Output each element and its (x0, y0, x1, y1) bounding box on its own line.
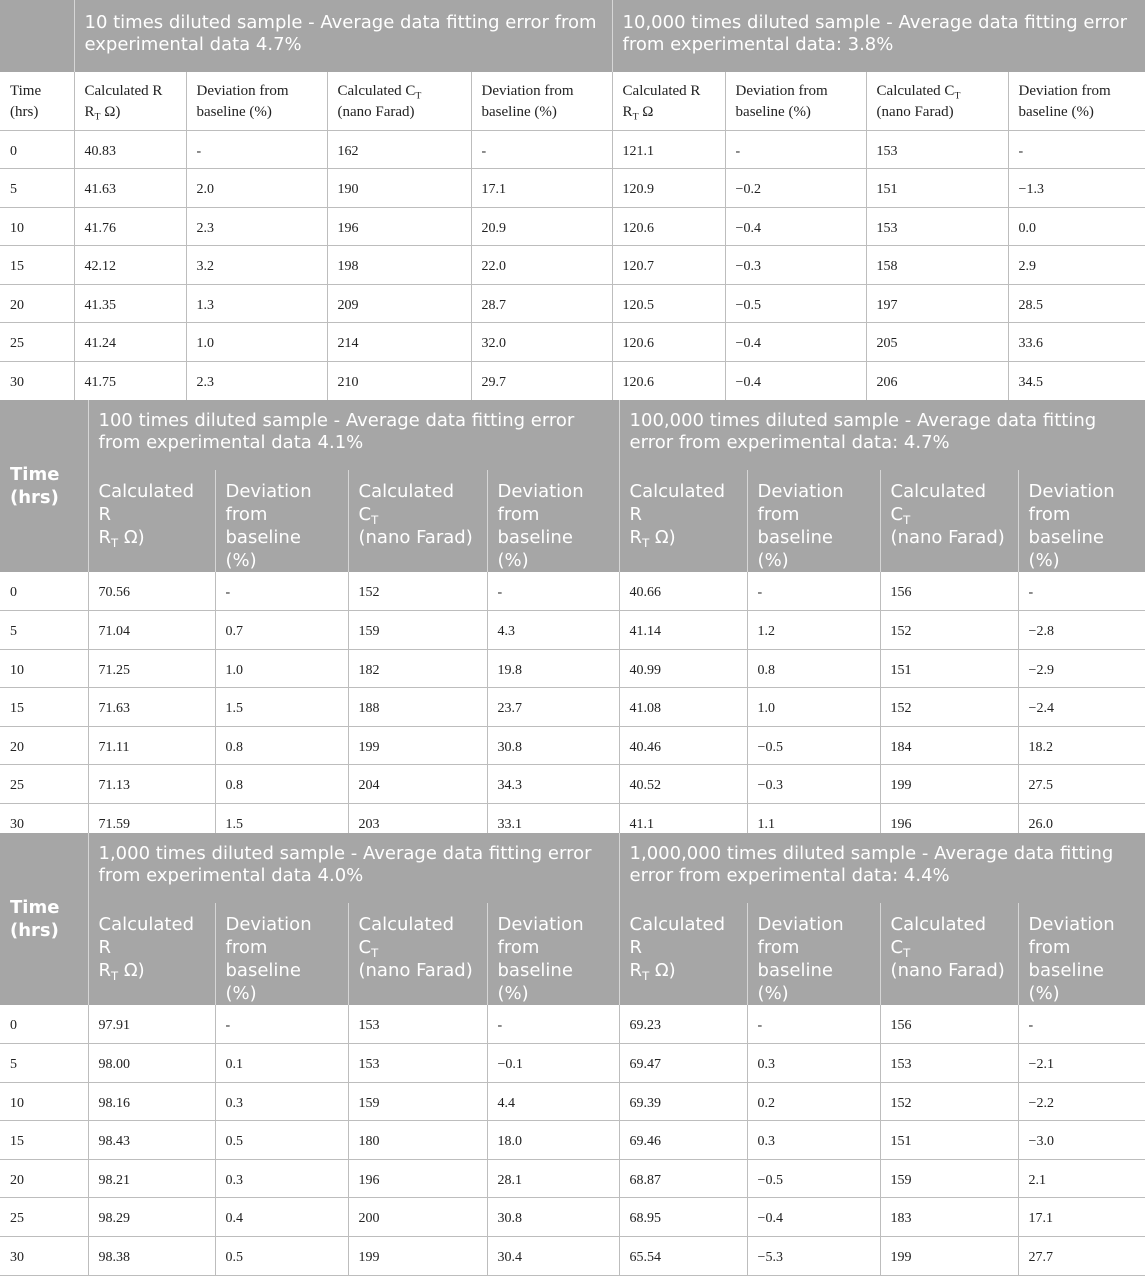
deviation-header: Deviation from baseline (%) (487, 470, 619, 572)
deviation-header: Deviation from baseline (%) (1018, 903, 1145, 1005)
deviation-header: Deviation from baseline (%) (747, 903, 880, 1005)
time-header: Time (hrs) (0, 400, 88, 572)
deviation-r-cell: 0.7 (215, 611, 348, 650)
calc-c-cell: 199 (880, 1237, 1018, 1276)
calc-c-cell: 153 (880, 1044, 1018, 1083)
calc-r-cell: 65.54 (619, 1237, 747, 1276)
time-cell: 15 (0, 1121, 88, 1160)
calc-c-cell: 156 (880, 1005, 1018, 1044)
calc-c-cell: 151 (880, 1121, 1018, 1160)
table-row (0, 284, 1145, 323)
deviation-r-cell: 0.3 (215, 1159, 348, 1198)
time-header: Time (hrs) (0, 72, 74, 130)
calc-r-cell: 98.21 (88, 1159, 215, 1198)
deviation-c-cell: 2.1 (1018, 1159, 1145, 1198)
table-row (0, 1198, 1145, 1237)
block2-right-title: 100,000 times diluted sample - Average data fitting error from experimental data: 4.7% (619, 400, 1145, 470)
deviation-c-cell: 27.5 (1018, 765, 1145, 804)
calc-c-cell: 159 (348, 611, 487, 650)
deviation-r-cell: - (215, 572, 348, 611)
calc-r-cell: 71.11 (88, 726, 215, 765)
deviation-c-cell: 17.1 (471, 169, 612, 208)
calc-c-cell: 156 (880, 572, 1018, 611)
deviation-r-cell: 1.1 (747, 804, 880, 843)
deviation-r-cell: 0.1 (215, 1044, 348, 1083)
time-cell: 0 (0, 572, 88, 611)
calc-c-cell: 205 (866, 323, 1008, 362)
deviation-c-cell: 28.7 (471, 284, 612, 323)
calc-r-cell: 40.66 (619, 572, 747, 611)
calc-c-header: Calculated $C_T$ (nano Farad) (880, 903, 1018, 1005)
deviation-r-cell: 0.5 (215, 1237, 348, 1276)
calc-r-cell: 68.87 (619, 1159, 747, 1198)
deviation-c-cell: −2.8 (1018, 611, 1145, 650)
calc-c-cell: 199 (348, 1237, 487, 1276)
calc-r-header: Calculated R $R_T$ Ω) (619, 470, 747, 572)
deviation-c-cell: 28.1 (487, 1159, 619, 1198)
deviation-c-cell: 29.7 (471, 362, 612, 401)
deviation-r-cell: 2.3 (186, 362, 327, 401)
calc-r-cell: 71.25 (88, 649, 215, 688)
calc-c-cell: 196 (327, 207, 471, 246)
calc-c-cell: 153 (866, 130, 1008, 169)
table-row (0, 1044, 1145, 1083)
block1-right-title: 10,000 times diluted sample - Average data fitting error from experimental data: 3.8% (612, 0, 1145, 72)
deviation-r-cell: - (186, 130, 327, 169)
time-cell: 15 (0, 246, 74, 285)
deviation-r-cell: 1.5 (215, 804, 348, 843)
deviation-c-cell: - (1018, 1005, 1145, 1044)
calc-c-header: Calculated $C_T$ (nano Farad) (880, 470, 1018, 572)
calc-r-cell: 98.00 (88, 1044, 215, 1083)
deviation-r-cell: 0.3 (747, 1044, 880, 1083)
calc-r-cell: 71.59 (88, 804, 215, 843)
deviation-r-cell: 1.3 (186, 284, 327, 323)
calc-r-header: Calculated R $R_T$ Ω) (88, 903, 215, 1005)
deviation-c-cell: 30.4 (487, 1237, 619, 1276)
calc-r-cell: 120.7 (612, 246, 725, 285)
block2-rows (0, 572, 1145, 842)
table-row (0, 130, 1145, 169)
table-row (0, 1082, 1145, 1121)
deviation-header: Deviation from baseline (%) (215, 903, 348, 1005)
calc-r-cell: 41.1 (619, 804, 747, 843)
calc-c-cell: 158 (866, 246, 1008, 285)
table-row (0, 765, 1145, 804)
calc-r-cell: 98.38 (88, 1237, 215, 1276)
calc-c-cell: 199 (348, 726, 487, 765)
calc-c-cell: 151 (866, 169, 1008, 208)
deviation-header: Deviation from baseline (%) (1018, 470, 1145, 572)
calc-r-header: Calculated R $R_T$ Ω (612, 72, 725, 130)
calc-c-cell: 159 (880, 1159, 1018, 1198)
calc-r-cell: 69.46 (619, 1121, 747, 1160)
deviation-c-cell: 0.0 (1008, 207, 1145, 246)
calc-c-cell: 152 (880, 688, 1018, 727)
time-cell: 0 (0, 130, 74, 169)
calc-c-cell: 199 (880, 765, 1018, 804)
deviation-r-cell: 1.0 (186, 323, 327, 362)
calc-c-cell: 184 (880, 726, 1018, 765)
calc-c-cell: 162 (327, 130, 471, 169)
calc-r-cell: 40.52 (619, 765, 747, 804)
table-row (0, 207, 1145, 246)
calc-r-cell: 70.56 (88, 572, 215, 611)
deviation-c-cell: 23.7 (487, 688, 619, 727)
deviation-r-cell: −0.5 (725, 284, 866, 323)
calc-r-cell: 40.83 (74, 130, 186, 169)
deviation-c-cell: 32.0 (471, 323, 612, 362)
deviation-r-cell: −5.3 (747, 1237, 880, 1276)
calc-r-cell: 41.35 (74, 284, 186, 323)
deviation-header: Deviation from baseline (%) (1008, 72, 1145, 130)
deviation-c-cell: −1.3 (1008, 169, 1145, 208)
calc-c-cell: 200 (348, 1198, 487, 1237)
table-row (0, 572, 1145, 611)
calc-r-cell: 98.29 (88, 1198, 215, 1237)
calc-r-header: Calculated R $R_T$ Ω) (619, 903, 747, 1005)
calc-c-cell: 188 (348, 688, 487, 727)
table-row (0, 323, 1145, 362)
deviation-c-cell: 34.3 (487, 765, 619, 804)
deviation-c-cell: - (1008, 130, 1145, 169)
corner-cell (0, 0, 74, 72)
deviation-r-cell: −0.3 (725, 246, 866, 285)
deviation-r-cell: −0.5 (747, 726, 880, 765)
calc-c-cell: 152 (880, 1082, 1018, 1121)
deviation-r-cell: 0.2 (747, 1082, 880, 1121)
time-cell: 25 (0, 323, 74, 362)
calc-r-cell: 98.16 (88, 1082, 215, 1121)
deviation-c-cell: 33.1 (487, 804, 619, 843)
deviation-c-cell: −2.2 (1018, 1082, 1145, 1121)
calc-r-cell: 41.14 (619, 611, 747, 650)
table-row (0, 688, 1145, 727)
time-cell: 10 (0, 649, 88, 688)
deviation-header: Deviation from baseline (%) (215, 470, 348, 572)
calc-c-header: Calculated $C_T$ (nano Farad) (327, 72, 471, 130)
deviation-c-cell: 28.5 (1008, 284, 1145, 323)
calc-c-cell: 180 (348, 1121, 487, 1160)
deviation-r-cell: −0.4 (725, 362, 866, 401)
calc-r-cell: 42.12 (74, 246, 186, 285)
table-row (0, 726, 1145, 765)
deviation-c-cell: 20.9 (471, 207, 612, 246)
time-cell: 30 (0, 804, 88, 843)
calc-r-cell: 98.43 (88, 1121, 215, 1160)
calc-r-cell: 120.9 (612, 169, 725, 208)
time-cell: 20 (0, 726, 88, 765)
deviation-c-cell: 4.4 (487, 1082, 619, 1121)
deviation-c-cell: 22.0 (471, 246, 612, 285)
deviation-c-cell: 30.8 (487, 726, 619, 765)
calc-r-cell: 41.76 (74, 207, 186, 246)
calc-c-cell: 159 (348, 1082, 487, 1121)
calc-c-cell: 152 (348, 572, 487, 611)
block1-rows (0, 130, 1145, 400)
deviation-r-cell: −0.4 (725, 323, 866, 362)
deviation-r-cell: 0.8 (747, 649, 880, 688)
time-cell: 30 (0, 362, 74, 401)
deviation-r-cell: 0.8 (215, 726, 348, 765)
block3-left-title: 1,000 times diluted sample - Average data fitting error from experimental data 4.0% (88, 833, 619, 903)
time-cell: 0 (0, 1005, 88, 1044)
calc-r-cell: 41.24 (74, 323, 186, 362)
calc-r-cell: 69.47 (619, 1044, 747, 1083)
time-cell: 5 (0, 611, 88, 650)
deviation-r-cell: 0.4 (215, 1198, 348, 1237)
calc-r-cell: 71.13 (88, 765, 215, 804)
deviation-c-cell: −0.1 (487, 1044, 619, 1083)
calc-r-cell: 120.6 (612, 323, 725, 362)
deviation-c-cell: −2.9 (1018, 649, 1145, 688)
calc-c-cell: 153 (348, 1044, 487, 1083)
deviation-header: Deviation from baseline (%) (186, 72, 327, 130)
deviation-c-cell: - (1018, 572, 1145, 611)
calc-r-cell: 120.6 (612, 362, 725, 401)
calc-c-header: Calculated $C_T$ (nano Farad) (866, 72, 1008, 130)
calc-c-cell: 197 (866, 284, 1008, 323)
calc-c-cell: 152 (880, 611, 1018, 650)
deviation-c-cell: 30.8 (487, 1198, 619, 1237)
time-cell: 25 (0, 1198, 88, 1237)
deviation-r-cell: −0.4 (725, 207, 866, 246)
deviation-r-cell: 2.0 (186, 169, 327, 208)
calc-r-header: Calculated R $R_T$ Ω) (88, 470, 215, 572)
calc-c-cell: 204 (348, 765, 487, 804)
deviation-c-cell: 19.8 (487, 649, 619, 688)
calc-c-cell: 190 (327, 169, 471, 208)
table-row (0, 246, 1145, 285)
deviation-c-cell: 2.9 (1008, 246, 1145, 285)
time-header: Time (hrs) (0, 833, 88, 1005)
deviation-c-cell: 18.0 (487, 1121, 619, 1160)
calc-c-cell: 206 (866, 362, 1008, 401)
table-row (0, 1237, 1145, 1276)
deviation-r-cell: 0.3 (747, 1121, 880, 1160)
calc-c-cell: 196 (348, 1159, 487, 1198)
deviation-header: Deviation from baseline (%) (725, 72, 866, 130)
calc-r-cell: 71.04 (88, 611, 215, 650)
deviation-r-cell: −0.3 (747, 765, 880, 804)
deviation-c-cell: - (487, 1005, 619, 1044)
calc-c-cell: 196 (880, 804, 1018, 843)
block2-left-title: 100 times diluted sample - Average data fitting error from experimental data 4.1% (88, 400, 619, 470)
deviation-r-cell: 3.2 (186, 246, 327, 285)
time-cell: 20 (0, 284, 74, 323)
deviation-c-cell: - (487, 572, 619, 611)
calc-r-cell: 69.23 (619, 1005, 747, 1044)
deviation-c-cell: 18.2 (1018, 726, 1145, 765)
deviation-r-cell: 1.0 (215, 649, 348, 688)
deviation-c-cell: −3.0 (1018, 1121, 1145, 1160)
calc-r-cell: 41.75 (74, 362, 186, 401)
calc-r-cell: 41.63 (74, 169, 186, 208)
calc-r-cell: 121.1 (612, 130, 725, 169)
deviation-r-cell: - (747, 572, 880, 611)
deviation-r-cell: 1.2 (747, 611, 880, 650)
deviation-c-cell: 27.7 (1018, 1237, 1145, 1276)
table-block-2 (0, 400, 1145, 843)
deviation-c-cell: 17.1 (1018, 1198, 1145, 1237)
deviation-r-cell: 2.3 (186, 207, 327, 246)
calc-r-cell: 120.6 (612, 207, 725, 246)
deviation-r-cell: - (725, 130, 866, 169)
deviation-c-cell: 4.3 (487, 611, 619, 650)
block3-rows (0, 1005, 1145, 1275)
time-cell: 15 (0, 688, 88, 727)
calc-c-cell: 183 (880, 1198, 1018, 1237)
deviation-c-cell: 34.5 (1008, 362, 1145, 401)
table-row (0, 1121, 1145, 1160)
deviation-r-cell: 1.0 (747, 688, 880, 727)
table-row (0, 1159, 1145, 1198)
deviation-r-cell: 0.8 (215, 765, 348, 804)
calc-c-cell: 182 (348, 649, 487, 688)
calc-c-header: Calculated $C_T$ (nano Farad) (348, 903, 487, 1005)
time-cell: 10 (0, 207, 74, 246)
calc-r-cell: 120.5 (612, 284, 725, 323)
calc-c-cell: 198 (327, 246, 471, 285)
calc-r-cell: 41.08 (619, 688, 747, 727)
deviation-header: Deviation from baseline (%) (471, 72, 612, 130)
calc-c-cell: 209 (327, 284, 471, 323)
table-row (0, 362, 1145, 401)
deviation-header: Deviation from baseline (%) (747, 470, 880, 572)
deviation-r-cell: −0.2 (725, 169, 866, 208)
calc-c-cell: 210 (327, 362, 471, 401)
table-row (0, 611, 1145, 650)
deviation-r-cell: 1.5 (215, 688, 348, 727)
block1-left-title: 10 times diluted sample - Average data fitting error from experimental data 4.7% (74, 0, 612, 72)
calc-c-cell: 153 (348, 1005, 487, 1044)
time-cell: 5 (0, 169, 74, 208)
deviation-header: Deviation from baseline (%) (487, 903, 619, 1005)
calc-r-cell: 68.95 (619, 1198, 747, 1237)
time-cell: 20 (0, 1159, 88, 1198)
deviation-r-cell: −0.5 (747, 1159, 880, 1198)
table-row (0, 1005, 1145, 1044)
calc-r-header: Calculated R $R_T$ Ω) (74, 72, 186, 130)
calc-c-header: Calculated $C_T$ (nano Farad) (348, 470, 487, 572)
time-cell: 5 (0, 1044, 88, 1083)
table-block-3 (0, 833, 1145, 1276)
calc-c-cell: 203 (348, 804, 487, 843)
deviation-c-cell: −2.1 (1018, 1044, 1145, 1083)
calc-r-cell: 40.46 (619, 726, 747, 765)
deviation-r-cell: - (747, 1005, 880, 1044)
table-row (0, 169, 1145, 208)
calc-r-cell: 40.99 (619, 649, 747, 688)
deviation-c-cell: 26.0 (1018, 804, 1145, 843)
calc-c-cell: 151 (880, 649, 1018, 688)
deviation-c-cell: - (471, 130, 612, 169)
deviation-r-cell: −0.4 (747, 1198, 880, 1237)
calc-c-cell: 153 (866, 207, 1008, 246)
table-block-1 (0, 0, 1145, 401)
deviation-c-cell: −2.4 (1018, 688, 1145, 727)
table-row (0, 649, 1145, 688)
calc-r-cell: 97.91 (88, 1005, 215, 1044)
calc-r-cell: 71.63 (88, 688, 215, 727)
time-cell: 30 (0, 1237, 88, 1276)
time-cell: 25 (0, 765, 88, 804)
block3-right-title: 1,000,000 times diluted sample - Average data fitting error from experimental data: 4.4% (619, 833, 1145, 903)
deviation-r-cell: - (215, 1005, 348, 1044)
time-cell: 10 (0, 1082, 88, 1121)
deviation-r-cell: 0.5 (215, 1121, 348, 1160)
calc-c-cell: 214 (327, 323, 471, 362)
deviation-r-cell: 0.3 (215, 1082, 348, 1121)
deviation-c-cell: 33.6 (1008, 323, 1145, 362)
calc-r-cell: 69.39 (619, 1082, 747, 1121)
